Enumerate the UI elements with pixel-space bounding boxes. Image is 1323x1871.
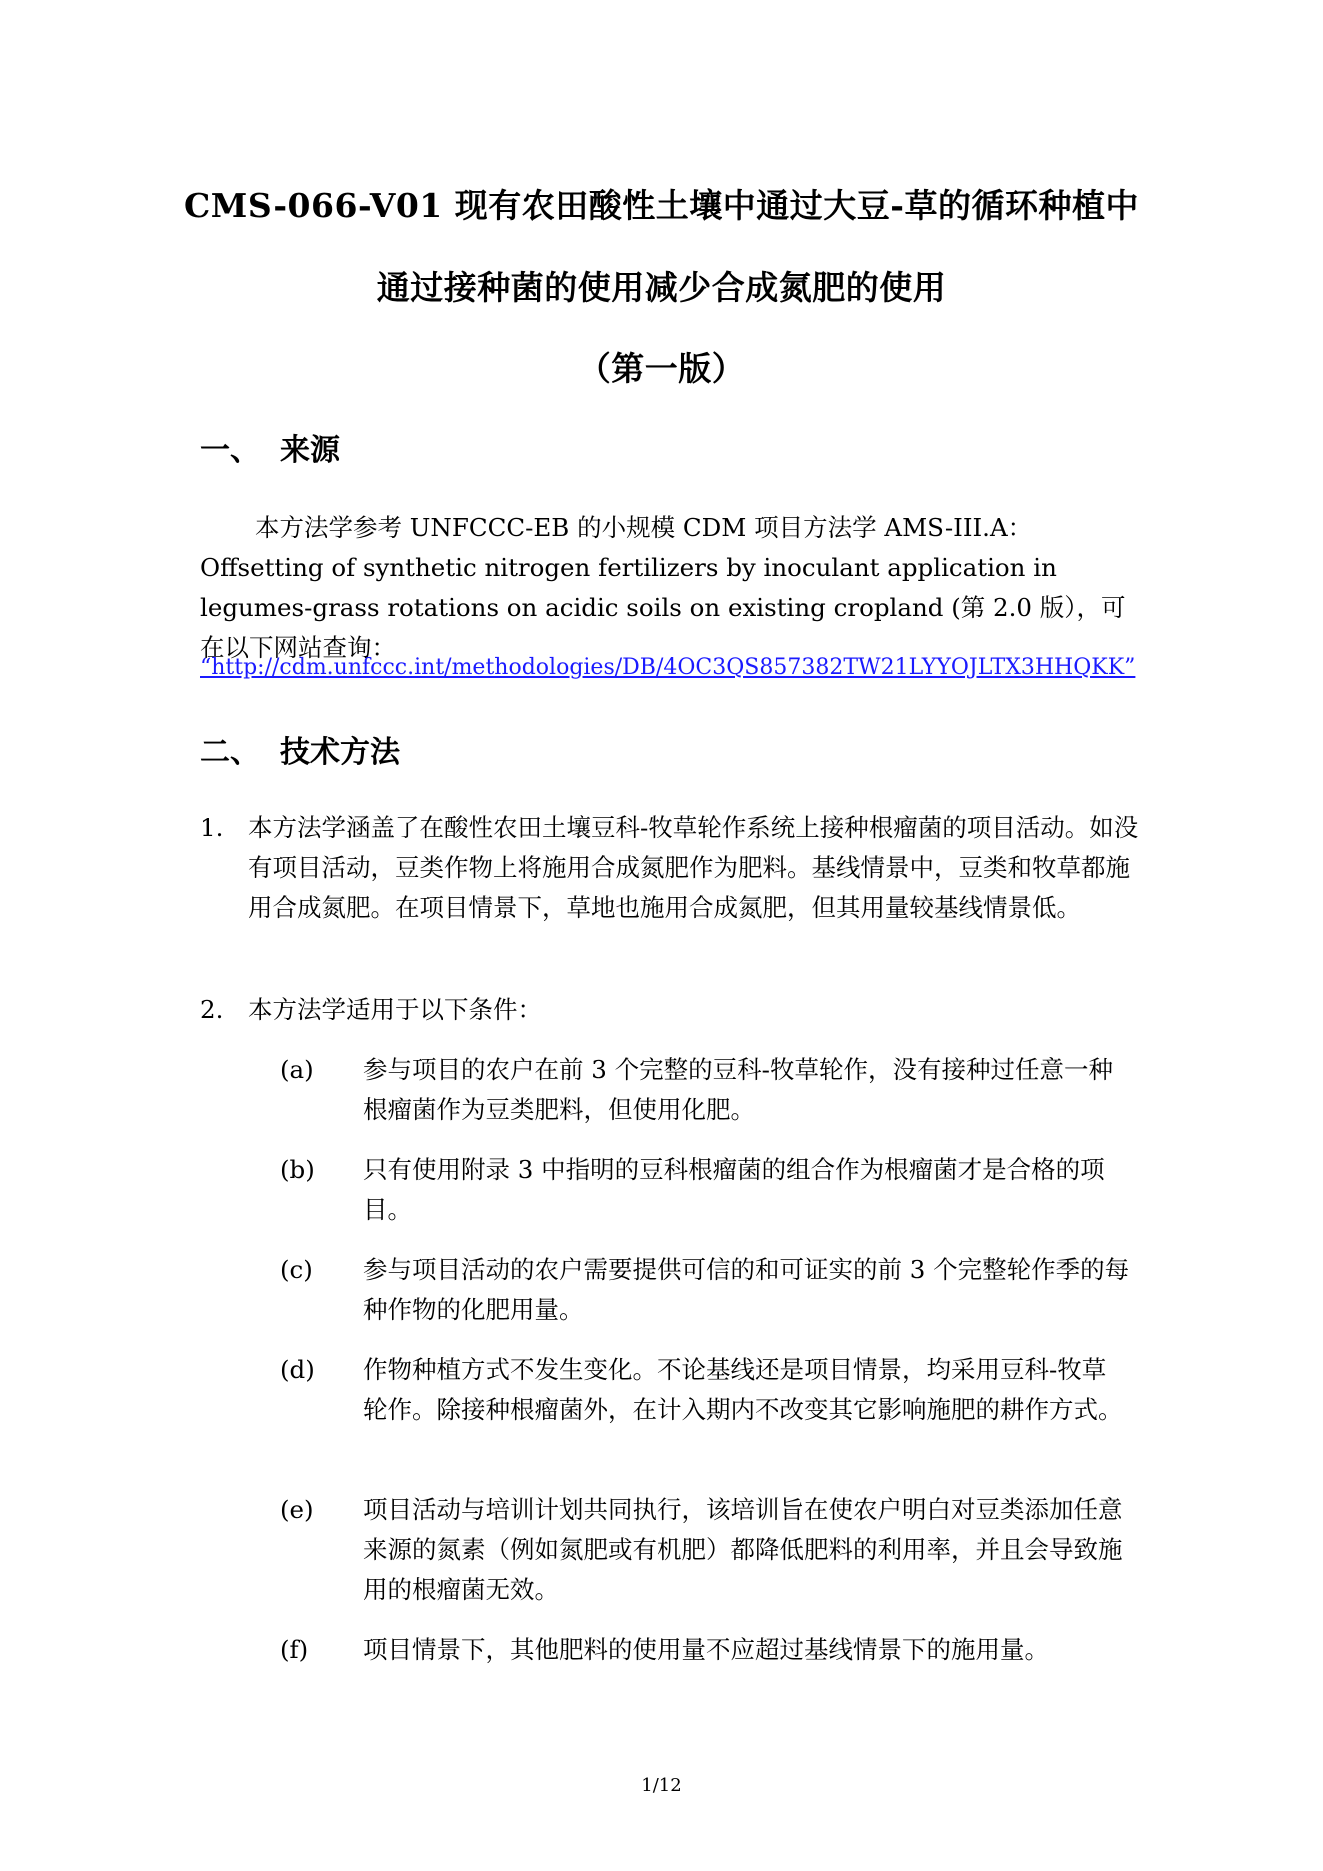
condition-b	[280, 1150, 1130, 1230]
item-number: 1.	[200, 813, 224, 842]
condition-text: 参与项目的农户在前 3 个完整的豆科-牧草轮作，没有接种过任意一种根瘤菌作为豆类肥料，但使用化肥。	[363, 1055, 1113, 1124]
condition-label: (a)	[280, 1055, 314, 1084]
condition-label: (f)	[280, 1635, 309, 1664]
item-text: 本方法学适用于以下条件：	[248, 995, 542, 1024]
page-number: 1/12	[641, 1775, 682, 1796]
condition-label: (c)	[280, 1255, 313, 1284]
condition-a	[280, 1050, 1130, 1130]
numbered-item-2	[200, 990, 1150, 1030]
document-title-version: （第一版）	[577, 349, 746, 388]
condition-e	[280, 1490, 1130, 1610]
item-text: 本方法学涵盖了在酸性农田土壤豆科-牧草轮作系统上接种根瘤菌的项目活动。如没有项目活动，豆类作物上将施用合成氮肥作为肥料。基线情景中，豆类和牧草都施用合成氮肥。在项目情景下，草地也施用合成氮肥，但其用量较基线情景低。	[248, 813, 1139, 922]
item-number: 2.	[200, 995, 224, 1024]
condition-f	[280, 1630, 1130, 1670]
section-heading-technical-method	[200, 727, 400, 771]
section-title: 技术方法	[280, 735, 400, 770]
numbered-item-1	[200, 808, 1150, 928]
condition-label: (d)	[280, 1355, 315, 1384]
condition-label: (b)	[280, 1155, 315, 1184]
section-number: 一、	[200, 433, 260, 468]
document-title-line-2: 通过接种菌的使用减少合成氮肥的使用	[376, 268, 947, 307]
section-title: 来源	[280, 433, 340, 468]
section-heading-source	[200, 425, 340, 469]
condition-label: (e)	[280, 1495, 314, 1524]
condition-text: 参与项目活动的农户需要提供可信的和可证实的前 3 个完整轮作季的每种作物的化肥用量。	[363, 1255, 1130, 1324]
source-paragraph	[200, 508, 1140, 668]
document-title-line-1: CMS-066-V01 现有农田酸性土壤中通过大豆-草的循环种植中	[184, 186, 1139, 225]
condition-text: 项目活动与培训计划共同执行，该培训旨在使农户明白对豆类添加任意来源的氮素（例如氮肥或有机肥）都降低肥料的利用率，并且会导致施用的根瘤菌无效。	[363, 1495, 1123, 1604]
condition-text: 作物种植方式不发生变化。不论基线还是项目情景，均采用豆科-牧草轮作。除接种根瘤菌外，在计入期内不改变其它影响施肥的耕作方式。	[363, 1355, 1123, 1424]
methodology-link[interactable]: “http://cdm.unfccc.int/methodologies/DB/4OC3QS857382TW21LYYOJLTX3HHQKK”	[200, 655, 1136, 680]
condition-c	[280, 1250, 1130, 1330]
condition-d	[280, 1350, 1130, 1430]
condition-text: 项目情景下，其他肥料的使用量不应超过基线情景下的施用量。	[363, 1635, 1049, 1664]
source-paragraph-text: 本方法学参考 UNFCCC-EB 的小规模 CDM 项目方法学 AMS-III.A：Offsetting of synthetic nitrogen fertilizers by inoculant application in legumes-grass rotations on acidic soils on existing cropland (第 2.0 版），可在以下网站查询：	[200, 513, 1126, 662]
condition-text: 只有使用附录 3 中指明的豆科根瘤菌的组合作为根瘤菌才是合格的项目。	[363, 1155, 1105, 1224]
section-number: 二、	[200, 735, 260, 770]
